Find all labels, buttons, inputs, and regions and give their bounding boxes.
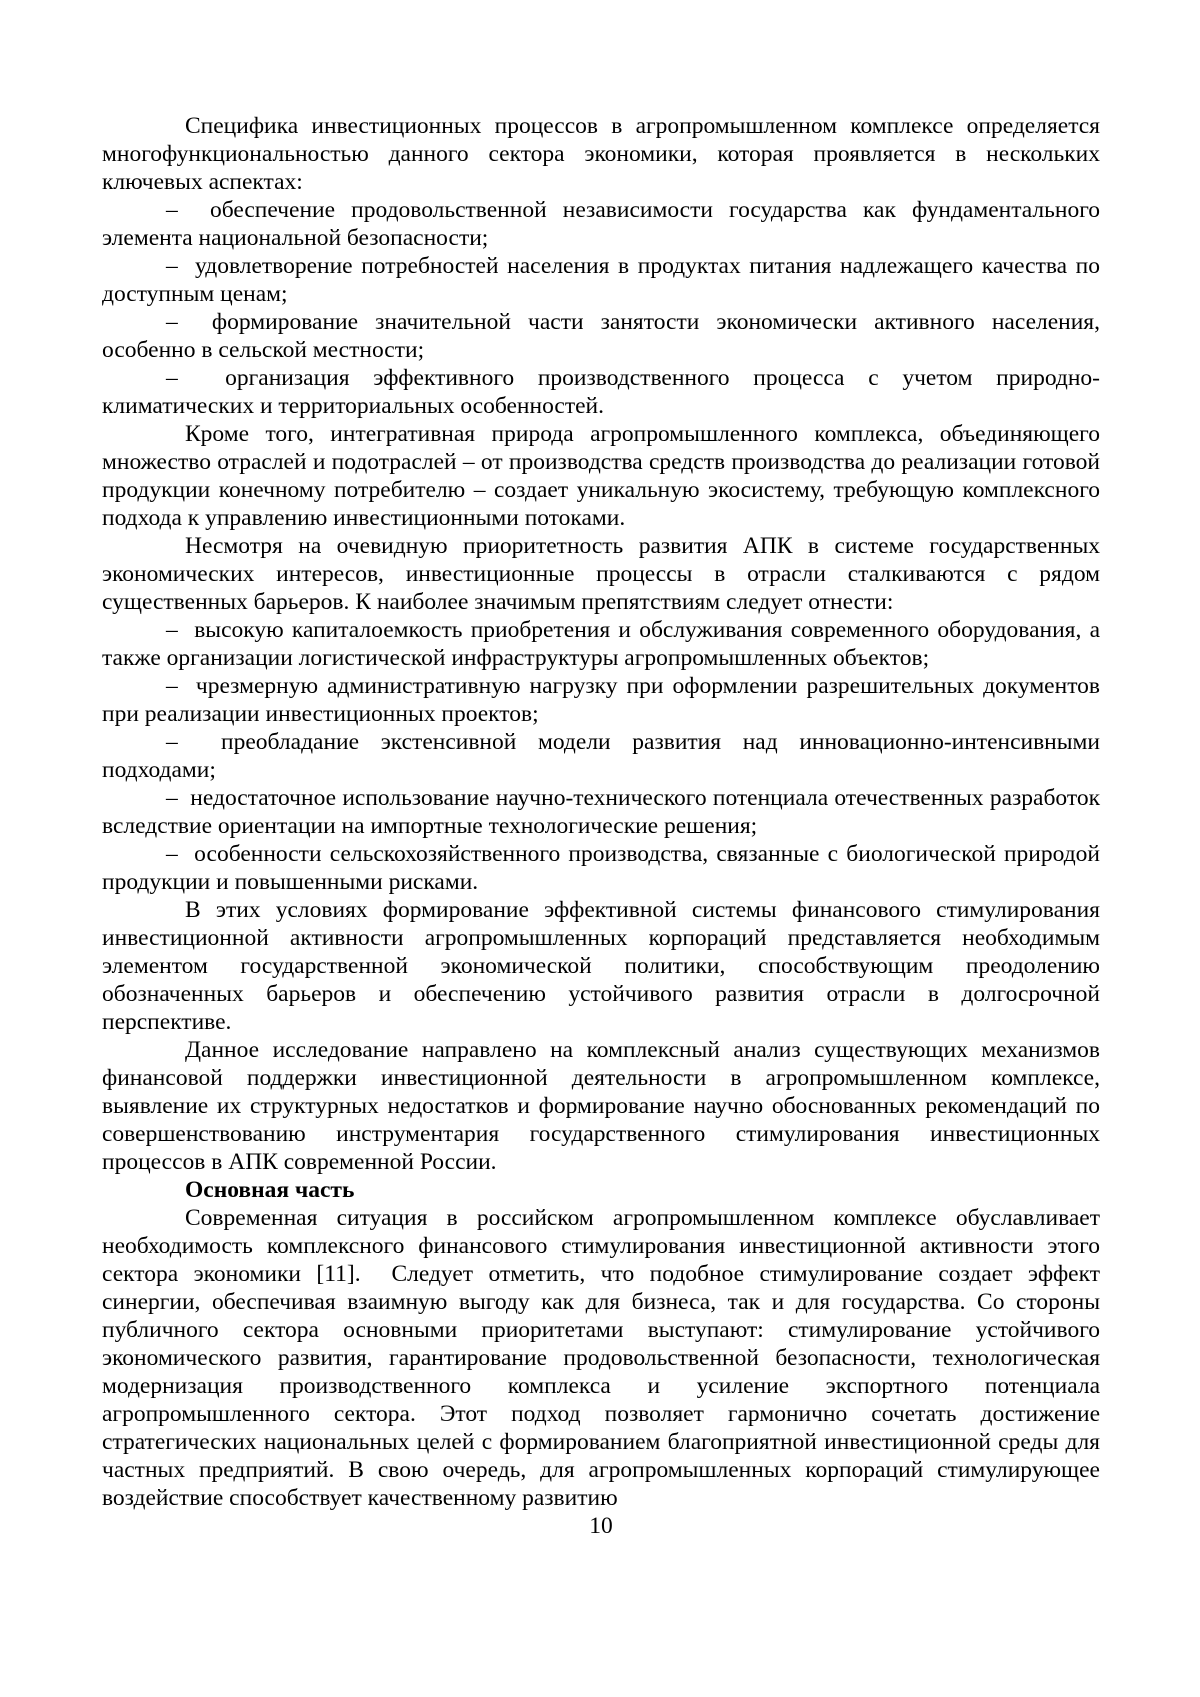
bullet-item: – чрезмерную административную нагрузку при оформлении разрешительных документов при реализации инвестиционных проектов; (102, 673, 1100, 727)
section-heading: Основная часть (185, 1177, 355, 1203)
bullet-item: – недостаточное использование научно-технического потенциала отечественных разработок вследствие ориентации на импортные технологические решения; (102, 785, 1100, 839)
paragraph: Специфика инвестиционных процессов в агропромышленном комплексе определяется многофункциональностью данного сектора экономики, которая проявляется в нескольких ключевых аспектах: (102, 113, 1100, 195)
paragraph: В этих условиях формирование эффективной системы финансового стимулирования инвестиционной активности агропромышленных корпораций представляется необходимым элементом государственной экономической политики, способствующим преодолению обозначенных барьеров и обеспечению устойчивого развития отрасли в долгосрочной перспективе. (102, 897, 1100, 1035)
bullet-item: – организация эффективного производственного процесса с учетом природно-климатических и территориальных особенностей. (102, 365, 1100, 419)
paragraph: Современная ситуация в российском агропромышленном комплексе обуславливает необходимость комплексного финансового стимулирования инвестиционной активности этого сектора экономики [11]. Следует отметить, что подобное стимулирование создает эффект синергии, обеспечивая взаимную выгоду как для бизнеса, так и для государства. Со стороны публичного сектора основными приоритетами выступают: стимулирование устойчивого экономического развития, гарантирование продовольственной безопасности, технологическая модернизация производственного комплекса и усиление экспортного потенциала агропромышленного сектора. Этот подход позволяет гармонично сочетать достижение стратегических национальных целей с формированием благоприятной инвестиционной среды для частных предприятий. В свою очередь, для агропромышленных корпораций стимулирующее воздействие способствует качественному развитию (102, 1205, 1100, 1511)
bullet-item: – удовлетворение потребностей населения в продуктах питания надлежащего качества по доступным ценам; (102, 253, 1100, 307)
bullet-item: – преобладание экстенсивной модели развития над инновационно-интенсивными подходами; (102, 729, 1100, 783)
page-number: 10 (589, 1513, 613, 1539)
bullet-item: – высокую капиталоемкость приобретения и обслуживания современного оборудования, а также организации логистической инфраструктуры агропромышленных объектов; (102, 617, 1100, 671)
paragraph: Несмотря на очевидную приоритетность развития АПК в системе государственных экономических интересов, инвестиционные процессы в отрасли сталкиваются с рядом существенных барьеров. К наиболее значимым препятствиям следует отнести: (102, 533, 1100, 615)
bullet-item: – обеспечение продовольственной независимости государства как фундаментального элемента национальной безопасности; (102, 197, 1100, 251)
bullet-item: – особенности сельскохозяйственного производства, связанные с биологической природой продукции и повышенными рисками. (102, 841, 1100, 895)
bullet-item: – формирование значительной части занятости экономически активного населения, особенно в сельской местности; (102, 309, 1100, 363)
paragraph: Кроме того, интегративная природа агропромышленного комплекса, объединяющего множество отраслей и подотраслей – от производства средств производства до реализации готовой продукции конечному потребителю – создает уникальную экосистему, требующую комплексного подхода к управлению инвестиционными потоками. (102, 421, 1100, 531)
paragraph: Данное исследование направлено на комплексный анализ существующих механизмов финансовой поддержки инвестиционной деятельности в агропромышленном комплексе, выявление их структурных недостатков и формирование научно обоснованных рекомендаций по совершенствованию инструментария государственного стимулирования инвестиционных процессов в АПК современной России. (102, 1037, 1100, 1175)
